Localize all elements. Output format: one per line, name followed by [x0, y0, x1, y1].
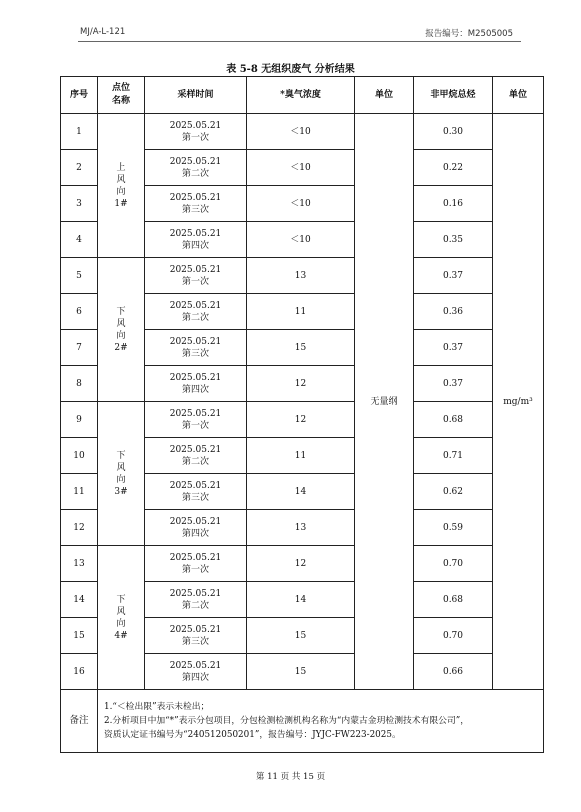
- sampling-round: 第三次: [181, 204, 209, 215]
- table-header-row: [61, 77, 544, 114]
- point-name: [98, 546, 145, 690]
- sampling-round: 第三次: [181, 636, 209, 647]
- point-name-char: 风: [116, 318, 126, 329]
- sampling-time: [145, 366, 247, 402]
- sampling-round: 第四次: [181, 240, 209, 251]
- table-row: [61, 402, 544, 438]
- nmhc-value: 0.37: [414, 258, 493, 294]
- table-title: 表 5-8 无组织废气 分析结果: [226, 64, 355, 75]
- odor-value: 12: [247, 546, 355, 582]
- odor-value: 11: [247, 294, 355, 330]
- sampling-time: [145, 546, 247, 582]
- doc-code: MJ/A-L-121: [80, 27, 126, 37]
- point-name-char: 上: [116, 162, 126, 173]
- col-point-label: 点位 名称: [111, 83, 130, 106]
- sampling-round: 第三次: [181, 348, 209, 359]
- sampling-time: [145, 150, 247, 186]
- nmhc-value: 0.66: [414, 654, 493, 690]
- row-number: 6: [61, 294, 98, 330]
- nmhc-value: 0.68: [414, 582, 493, 618]
- nmhc-value: 0.37: [414, 366, 493, 402]
- point-name-char: 1#: [114, 198, 128, 209]
- nmhc-value: 0.35: [414, 222, 493, 258]
- sampling-round: 第一次: [181, 564, 209, 575]
- col-sampling-time: 采样时间: [145, 77, 247, 114]
- sampling-date: 2025.05.21: [169, 624, 222, 635]
- point-name-char: 向: [116, 618, 126, 629]
- point-name-char: 4#: [114, 630, 128, 641]
- sampling-time: [145, 222, 247, 258]
- odor-value: 15: [247, 330, 355, 366]
- point-name-char: 风: [116, 606, 126, 617]
- row-number: 2: [61, 150, 98, 186]
- table-row: [61, 258, 544, 294]
- odor-value: 12: [247, 402, 355, 438]
- sampling-date: 2025.05.21: [169, 228, 222, 239]
- remarks-text: [98, 690, 544, 753]
- nmhc-unit: mg/m³: [493, 114, 544, 690]
- remarks-label: 备注: [61, 690, 98, 753]
- table-row: [61, 546, 544, 582]
- row-number: 14: [61, 582, 98, 618]
- sampling-round: 第一次: [181, 132, 209, 143]
- odor-value: 14: [247, 582, 355, 618]
- col-odor: *臭气浓度: [247, 77, 355, 114]
- odor-value: ＜10: [247, 222, 355, 258]
- point-name-char: 风: [116, 462, 126, 473]
- odor-value: 11: [247, 438, 355, 474]
- sampling-date: 2025.05.21: [169, 660, 222, 671]
- sampling-round: 第四次: [181, 528, 209, 539]
- sampling-date: 2025.05.21: [169, 444, 222, 455]
- sampling-round: 第二次: [181, 312, 209, 323]
- point-name-char: 风: [116, 174, 126, 185]
- point-name-char: 2#: [114, 342, 128, 353]
- nmhc-value: 0.22: [414, 150, 493, 186]
- point-name-char: 下: [116, 306, 126, 317]
- point-name-char: 向: [116, 186, 126, 197]
- sampling-time: [145, 582, 247, 618]
- sampling-date: 2025.05.21: [169, 372, 222, 383]
- remarks-row: [61, 690, 544, 753]
- sampling-time: [145, 402, 247, 438]
- sampling-date: 2025.05.21: [169, 300, 222, 311]
- col-nmhc: 非甲烷总烃: [414, 77, 493, 114]
- sampling-time: [145, 474, 247, 510]
- row-number: 1: [61, 114, 98, 150]
- odor-value: ＜10: [247, 114, 355, 150]
- report-number: 报告编号：M2505005: [425, 29, 513, 39]
- sampling-time: [145, 294, 247, 330]
- sampling-date: 2025.05.21: [169, 336, 222, 347]
- odor-value: ＜10: [247, 186, 355, 222]
- point-name-char: 下: [116, 450, 126, 461]
- point-name: [98, 402, 145, 546]
- row-number: 9: [61, 402, 98, 438]
- col-point: [98, 77, 145, 114]
- sampling-time: [145, 186, 247, 222]
- point-name-char: 下: [116, 594, 126, 605]
- nmhc-value: 0.37: [414, 330, 493, 366]
- sampling-round: 第四次: [181, 384, 209, 395]
- nmhc-value: 0.36: [414, 294, 493, 330]
- point-name-char: 3#: [114, 486, 128, 497]
- sampling-round: 第一次: [181, 420, 209, 431]
- row-number: 3: [61, 186, 98, 222]
- odor-value: ＜10: [247, 150, 355, 186]
- nmhc-value: 0.68: [414, 402, 493, 438]
- row-number: 11: [61, 474, 98, 510]
- odor-value: 12: [247, 366, 355, 402]
- sampling-time: [145, 510, 247, 546]
- sampling-round: 第二次: [181, 600, 209, 611]
- sampling-round: 第一次: [181, 276, 209, 287]
- sampling-date: 2025.05.21: [169, 120, 222, 131]
- sampling-round: 第四次: [181, 672, 209, 683]
- sampling-date: 2025.05.21: [169, 480, 222, 491]
- sampling-round: 第二次: [181, 456, 209, 467]
- point-name-char: 向: [116, 330, 126, 341]
- row-number: 12: [61, 510, 98, 546]
- sampling-date: 2025.05.21: [169, 516, 222, 527]
- sampling-time: [145, 330, 247, 366]
- odor-unit: 无量纲: [355, 114, 414, 690]
- header-rule: [78, 41, 521, 42]
- sampling-date: 2025.05.21: [169, 588, 222, 599]
- odor-value: 15: [247, 618, 355, 654]
- sampling-date: 2025.05.21: [169, 192, 222, 203]
- row-number: 5: [61, 258, 98, 294]
- odor-value: 14: [247, 474, 355, 510]
- col-unit-nmhc: 单位: [493, 77, 544, 114]
- sampling-time: [145, 258, 247, 294]
- odor-value: 13: [247, 258, 355, 294]
- table-row: [61, 114, 544, 150]
- nmhc-value: 0.16: [414, 186, 493, 222]
- point-name-char: 向: [116, 474, 126, 485]
- remark-line: 资质认定证书编号为“240512050201”，报告编号：JYJC-FW223-2025。: [104, 730, 401, 740]
- sampling-round: 第三次: [181, 492, 209, 503]
- odor-value: 13: [247, 510, 355, 546]
- sampling-round: 第二次: [181, 168, 209, 179]
- sampling-time: [145, 114, 247, 150]
- nmhc-value: 0.70: [414, 546, 493, 582]
- row-number: 8: [61, 366, 98, 402]
- sampling-date: 2025.05.21: [169, 552, 222, 563]
- row-number: 4: [61, 222, 98, 258]
- remark-line: 2.分析项目中加“*”表示分包项目，分包检测检测机构名称为“内蒙古金玥检测技术有限公司”，: [104, 716, 470, 726]
- nmhc-value: 0.71: [414, 438, 493, 474]
- sampling-date: 2025.05.21: [169, 408, 222, 419]
- sampling-date: 2025.05.21: [169, 156, 222, 167]
- row-number: 16: [61, 654, 98, 690]
- row-number: 13: [61, 546, 98, 582]
- nmhc-value: 0.59: [414, 510, 493, 546]
- row-number: 7: [61, 330, 98, 366]
- sampling-time: [145, 438, 247, 474]
- remark-line: 1.“＜检出限”表示未检出；: [104, 702, 210, 712]
- row-number: 10: [61, 438, 98, 474]
- point-name: [98, 258, 145, 402]
- col-unit-odor: 单位: [355, 77, 414, 114]
- point-name: [98, 114, 145, 258]
- page-footer: 第 11 页 共 15 页: [255, 772, 326, 782]
- nmhc-value: 0.70: [414, 618, 493, 654]
- nmhc-value: 0.30: [414, 114, 493, 150]
- col-no: 序号: [61, 77, 98, 114]
- sampling-time: [145, 618, 247, 654]
- odor-value: 15: [247, 654, 355, 690]
- sampling-date: 2025.05.21: [169, 264, 222, 275]
- results-table: [60, 76, 544, 753]
- sampling-time: [145, 654, 247, 690]
- row-number: 15: [61, 618, 98, 654]
- nmhc-value: 0.62: [414, 474, 493, 510]
